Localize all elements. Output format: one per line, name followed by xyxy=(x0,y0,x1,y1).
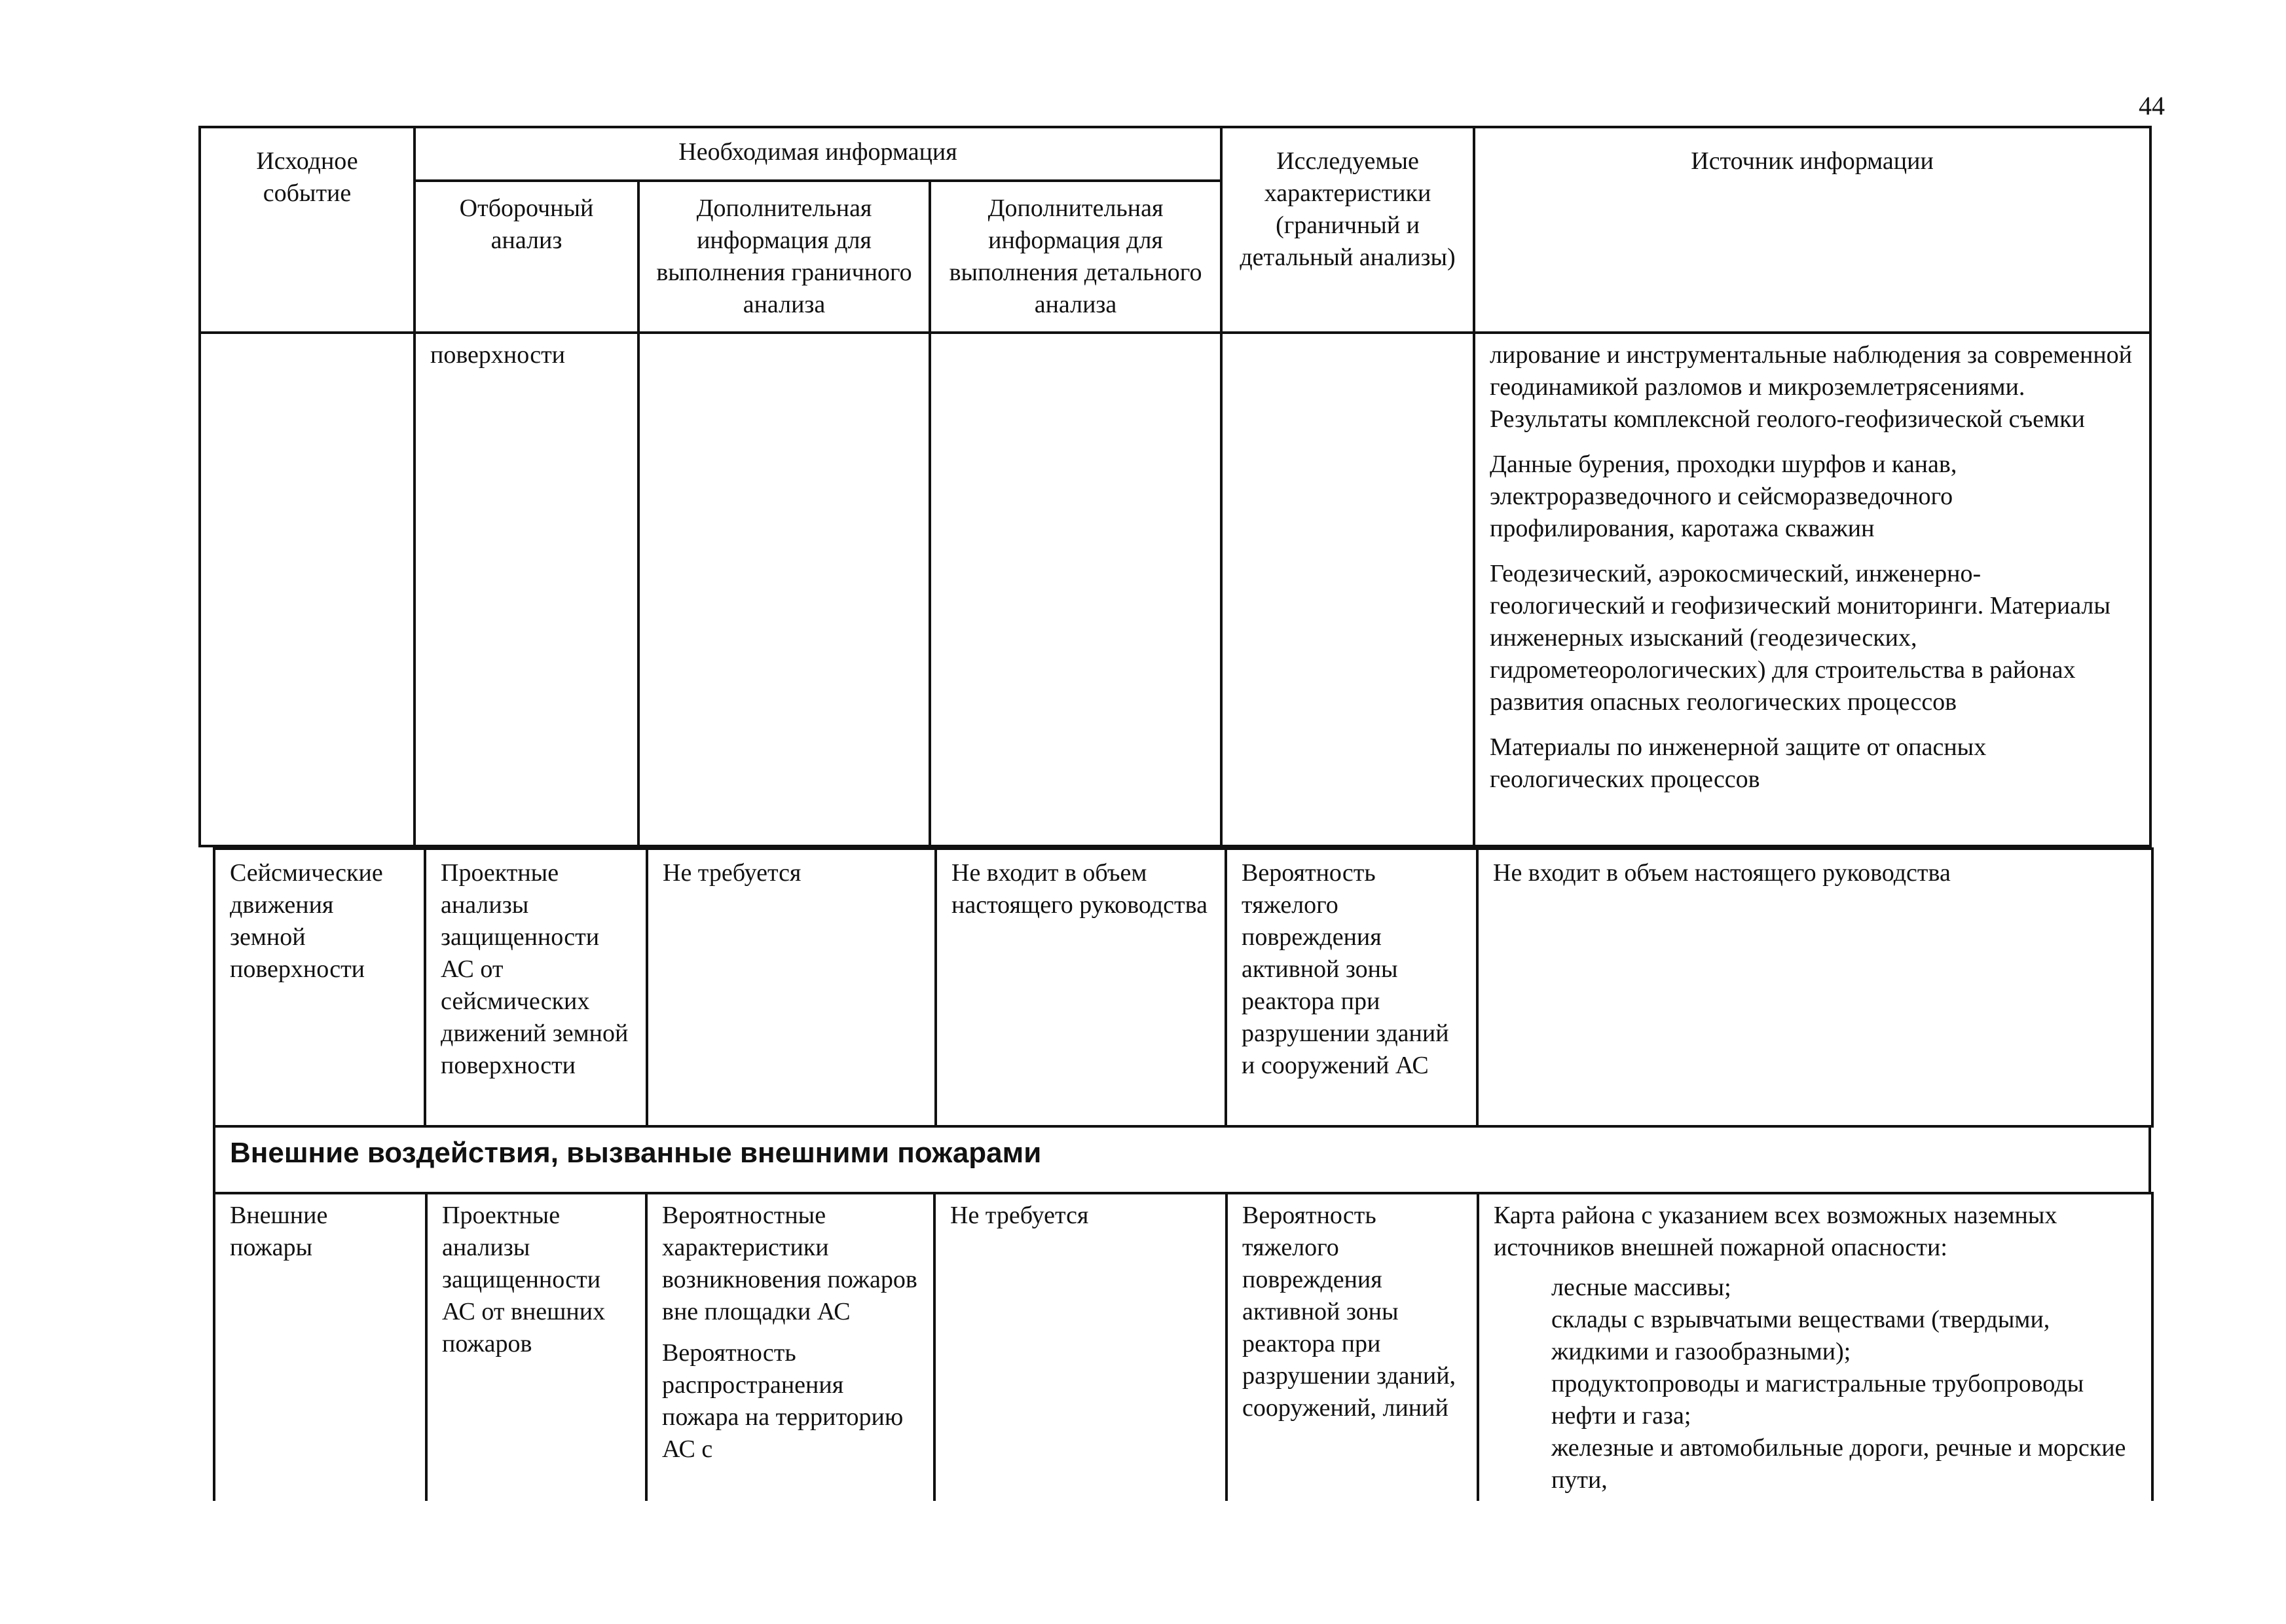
header-detailed: Дополнительная информация для выполнения детального анализа xyxy=(930,181,1221,333)
source-paragraph: Данные бурения, проходки шурфов и канав, электроразведочного и сейсморазведочного профилирования, каротажа скважин xyxy=(1490,451,1957,542)
cell-detailed-empty xyxy=(930,333,1221,846)
list-item: лесные массивы; xyxy=(1551,1274,1731,1301)
source-paragraph: лирование и инструментальные наблюдения за современной геодинамикой разломов и микроземлетрясениями. Результаты комплексной геолого-геофизической съемки xyxy=(1490,341,2132,433)
fires-boundary-2: Вероятность распространения пожара на территорию АС с xyxy=(662,1339,904,1463)
list-item: продуктопроводы и магистральные трубопроводы нефти и газа; xyxy=(1551,1370,2084,1430)
header-characteristics: Исследуемые характеристики (граничный и детальный анализы) xyxy=(1221,127,1474,333)
seismic-screening: Проектные анализы защищенности АС от сейсмических движений земной поверхности xyxy=(425,849,647,1126)
header-source: Источник информации xyxy=(1474,127,2150,333)
section-heading: Внешние воздействия, вызванные внешними пожарами xyxy=(214,1126,2150,1193)
source-paragraph: Геодезический, аэрокосмический, инженерно-геологический и геофизический мониторинги. Материалы инженерных изысканий (геодезических, гидрометеорологических) для строительства в районах развития опасных геологических процессов xyxy=(1490,560,2111,716)
source-paragraph: Материалы по инженерной защите от опасных геологических процессов xyxy=(1490,733,1987,793)
seismic-detailed: Не входит в объем настоящего руководства xyxy=(936,849,1226,1126)
seismic-table xyxy=(213,847,2154,1128)
page-number: 44 xyxy=(2139,91,2165,120)
header-table xyxy=(198,126,2152,847)
fires-boundary-1: Вероятностные характеристики возникновения пожаров вне площадки АС xyxy=(662,1202,917,1325)
section-table xyxy=(213,1125,2151,1194)
cell-boundary-empty xyxy=(638,333,930,846)
seismic-event: Сейсмические движения земной поверхности xyxy=(214,849,425,1126)
fires-characteristics: Вероятность тяжелого повреждения активной зоны реактора при разрушении зданий, сооружений, линий xyxy=(1226,1193,1478,1501)
fires-event: Внешние пожары xyxy=(214,1193,426,1501)
fires-boundary xyxy=(646,1193,934,1501)
list-item: склады с взрывчатыми веществами (твердыми, жидкими и газообразными); xyxy=(1551,1306,2050,1365)
fires-table xyxy=(213,1192,2154,1501)
header-required-info: Необходимая информация xyxy=(415,127,1221,181)
header-event: Исходное событие xyxy=(200,127,415,333)
cell-event-empty xyxy=(200,333,415,846)
cell-screening-cont: поверхности xyxy=(415,333,638,846)
fires-detailed: Не требуется xyxy=(934,1193,1226,1501)
cell-source-cont xyxy=(1474,333,2150,846)
seismic-source: Не входит в объем настоящего руководства xyxy=(1477,849,2152,1126)
header-boundary: Дополнительная информация для выполнения граничного анализа xyxy=(638,181,930,333)
cell-characteristics-empty xyxy=(1221,333,1474,846)
header-screening: Отборочный анализ xyxy=(415,181,638,333)
fires-source-list xyxy=(1494,1272,2137,1496)
fires-source-intro: Карта района с указанием всех возможных наземных источников внешней пожарной опасности: xyxy=(1494,1202,2057,1261)
list-item: железные и автомобильные дороги, речные и морские пути, xyxy=(1551,1434,2126,1494)
fires-screening: Проектные анализы защищенности АС от внешних пожаров xyxy=(426,1193,646,1501)
fires-source xyxy=(1478,1193,2152,1501)
seismic-boundary: Не требуется xyxy=(647,849,936,1126)
seismic-characteristics: Вероятность тяжелого повреждения активной зоны реактора при разрушении зданий и сооружений АС xyxy=(1226,849,1477,1126)
